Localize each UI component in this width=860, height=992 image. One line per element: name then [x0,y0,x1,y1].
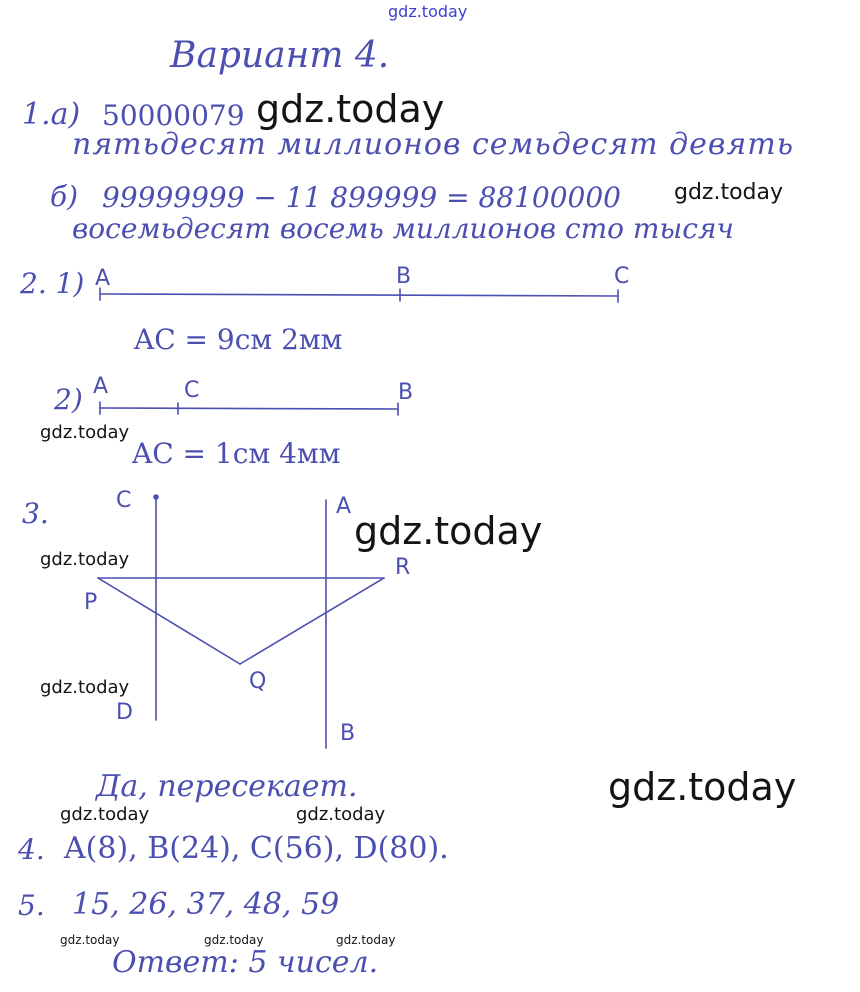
segment-qr [240,578,384,664]
seg1-point-b: B [396,264,412,289]
seg2-point-b: B [398,380,414,405]
task3-point-c: C [116,488,132,513]
task2-2-label: 2) [54,383,83,416]
task2-1-label: 2. 1) [20,267,85,300]
task4-label: 4. [18,833,45,866]
task3-point-a: A [336,494,352,519]
task2-ac1: AC = 9см 2мм [134,323,343,356]
watermark-11: gdz.today [204,933,264,947]
watermark-9: gdz.today [296,804,386,825]
task3-point-b: B [340,721,356,746]
watermark-1: gdz.today [256,87,445,131]
task1-a-number: 50000079 [102,99,245,132]
watermark-8: gdz.today [60,804,150,825]
seg2-point-a: A [93,374,109,399]
task3-point-q: Q [249,669,267,694]
segment-pq [98,578,240,664]
seg1-point-c: C [614,264,630,289]
watermark-10: gdz.today [60,933,120,947]
task1-a-words: пятьдесят миллионов семьдесят девять [72,127,795,162]
task5-label: 5. [18,889,45,922]
task4-text: A(8), B(24), C(56), D(80). [64,831,449,866]
task1-b-words: восемьдесят восемь миллионов сто тысяч [72,212,734,245]
task1-b-expression: 99999999 − 11 899999 = 88100000 [102,181,621,214]
point-c-dot [154,495,158,499]
task2-ac2: AC = 1см 4мм [132,437,341,470]
watermark-3: gdz.today [40,422,130,443]
watermark-7: gdz.today [608,765,797,809]
task3-label: 3. [22,497,49,530]
seg1-point-a: A [95,266,111,291]
watermark-4: gdz.today [354,509,543,553]
watermark-12: gdz.today [336,933,396,947]
variant-title: Вариант 4. [170,35,390,76]
segment-2 [100,408,398,409]
task5-answer: Ответ: 5 чисел. [112,945,379,980]
task3-point-p: P [84,590,98,615]
seg2-point-c: C [184,378,200,403]
task5-numbers: 15, 26, 37, 48, 59 [72,887,340,922]
watermark-top: gdz.today [388,2,468,21]
watermark-5: gdz.today [40,549,130,570]
task1-b-label: б) [50,180,79,213]
watermark-6: gdz.today [40,677,130,698]
task3-point-r: R [395,555,411,580]
task3-point-d: D [116,700,133,725]
segment-1 [100,294,618,296]
watermark-2: gdz.today [674,180,784,205]
task1-a-label: 1.а) [22,97,81,132]
task3-answer: Да, пересекает. [96,769,358,804]
